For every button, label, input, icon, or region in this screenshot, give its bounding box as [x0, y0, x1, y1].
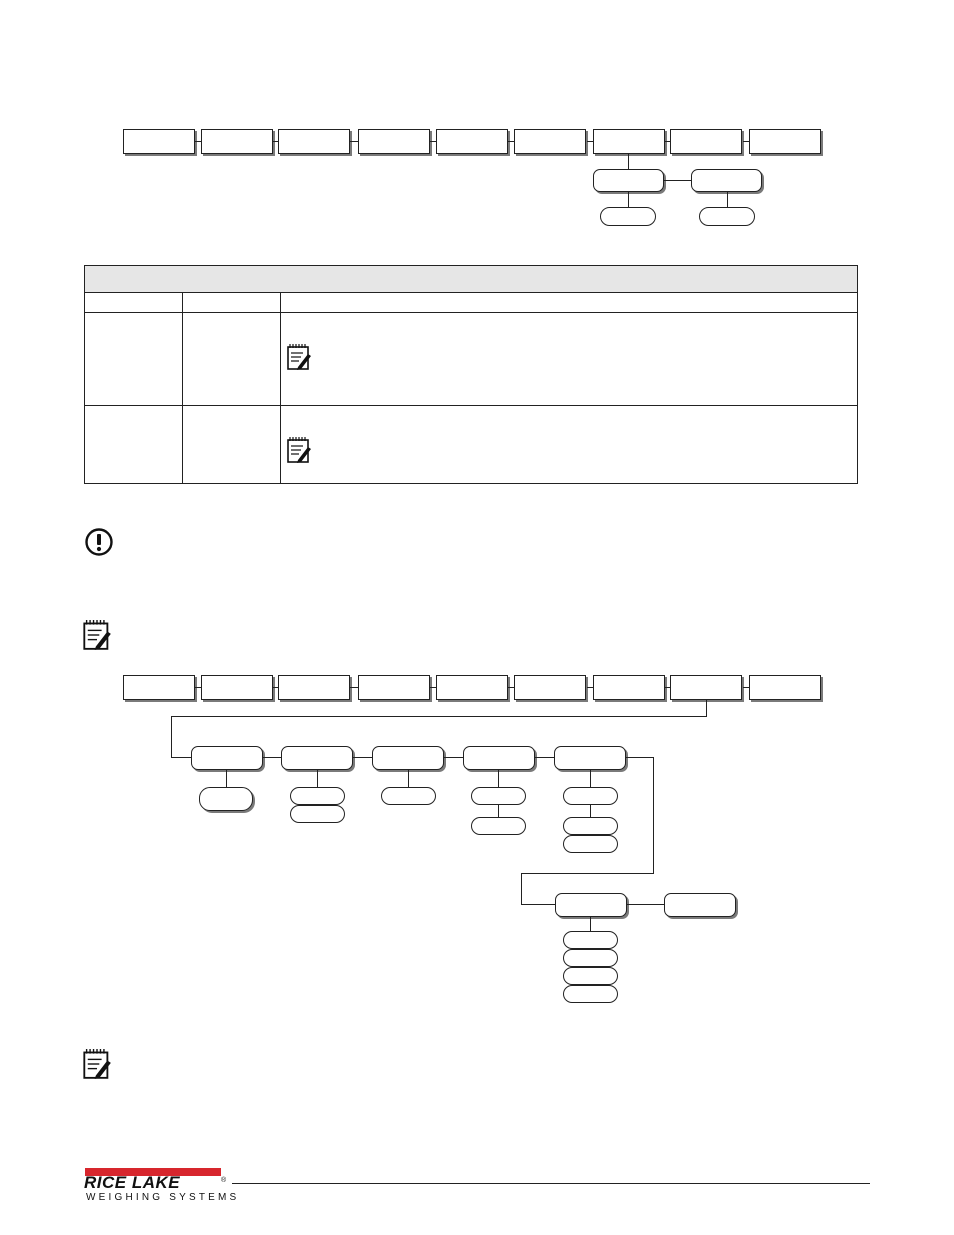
connector: [587, 141, 593, 142]
logo-wordmark: RICE LAKE: [84, 1173, 181, 1192]
menu-item-9: [749, 129, 821, 154]
value-oval: [563, 835, 618, 853]
second-level-box-1: [555, 893, 627, 917]
submenu-box-5: [554, 746, 626, 770]
menu-item-8: [670, 675, 742, 700]
value-oval: [290, 805, 345, 823]
footer-rule: [232, 1183, 870, 1184]
connector: [706, 700, 707, 717]
connector: [628, 192, 629, 207]
connector: [628, 154, 629, 169]
submenu-box-2: [281, 746, 353, 770]
connector: [590, 917, 591, 931]
connector: [195, 141, 201, 142]
menu-item-1: [123, 129, 195, 154]
connector: [195, 687, 201, 688]
connector: [653, 757, 654, 874]
connector: [263, 757, 281, 758]
note-pad-icon: [286, 435, 312, 465]
menu-item-1: [123, 675, 195, 700]
value-oval: [471, 787, 526, 805]
parameter-table: [84, 265, 858, 484]
connector: [171, 716, 172, 758]
exclamation-circle-icon: [84, 527, 114, 557]
value-oval: [563, 985, 618, 1003]
connector: [664, 180, 691, 181]
connector: [350, 141, 358, 142]
connector: [444, 757, 463, 758]
submenu-box-1: [593, 169, 664, 192]
value-oval: [563, 931, 618, 949]
connector: [590, 805, 591, 817]
connector: [743, 141, 749, 142]
menu-item-6: [514, 129, 586, 154]
note-pad-icon: [286, 342, 312, 372]
value-oval: [563, 787, 618, 805]
value-oval: [471, 817, 526, 835]
column-divider: [182, 293, 183, 483]
menu-item-2: [201, 675, 273, 700]
value-oval: [290, 787, 345, 805]
menu-item-7: [593, 675, 665, 700]
value-oval: [199, 787, 253, 811]
connector: [498, 770, 499, 787]
connector: [665, 687, 670, 688]
connector: [498, 805, 499, 817]
menu-item-7: [593, 129, 665, 154]
connector: [430, 687, 436, 688]
menu-item-8: [670, 129, 742, 154]
logo-registered-mark: ®: [221, 1177, 227, 1184]
connector: [590, 770, 591, 787]
connector: [350, 687, 358, 688]
table-title-row: [85, 266, 857, 293]
submenu-box-1: [191, 746, 263, 770]
connector: [626, 757, 654, 758]
menu-item-5: [436, 129, 508, 154]
connector: [171, 716, 707, 717]
connector: [535, 757, 554, 758]
connector: [171, 757, 191, 758]
connector: [743, 687, 749, 688]
menu-item-3: [278, 675, 350, 700]
menu-item-4: [358, 675, 430, 700]
connector: [408, 770, 409, 787]
note-pad-icon: [82, 617, 112, 653]
connector: [353, 757, 372, 758]
connector: [627, 904, 664, 905]
connector: [430, 141, 436, 142]
connector: [508, 141, 514, 142]
menu-item-6: [514, 675, 586, 700]
connector: [508, 687, 514, 688]
connector: [226, 770, 227, 787]
connector: [665, 141, 670, 142]
table-row: [85, 313, 857, 406]
menu-item-2: [201, 129, 273, 154]
note-pad-icon: [82, 1046, 112, 1082]
table-header-row: [85, 293, 857, 313]
menu-item-9: [749, 675, 821, 700]
connector: [317, 770, 318, 787]
second-level-box-2: [664, 893, 736, 917]
logo-tagline: WEIGHING SYSTEMS: [86, 1192, 240, 1203]
connector: [521, 904, 555, 905]
connector: [521, 873, 654, 874]
value-oval-2: [699, 207, 755, 226]
connector: [587, 687, 593, 688]
menu-item-4: [358, 129, 430, 154]
value-oval: [563, 817, 618, 835]
table-row: [85, 406, 857, 483]
connector: [727, 192, 728, 207]
connector: [521, 873, 522, 905]
value-oval: [563, 949, 618, 967]
value-oval: [563, 967, 618, 985]
menu-item-5: [436, 675, 508, 700]
submenu-box-4: [463, 746, 535, 770]
connector: [273, 687, 278, 688]
value-oval: [381, 787, 436, 805]
value-oval-1: [600, 207, 656, 226]
column-divider: [280, 293, 281, 483]
submenu-box-2: [691, 169, 762, 192]
submenu-box-3: [372, 746, 444, 770]
menu-item-3: [278, 129, 350, 154]
connector: [273, 141, 278, 142]
